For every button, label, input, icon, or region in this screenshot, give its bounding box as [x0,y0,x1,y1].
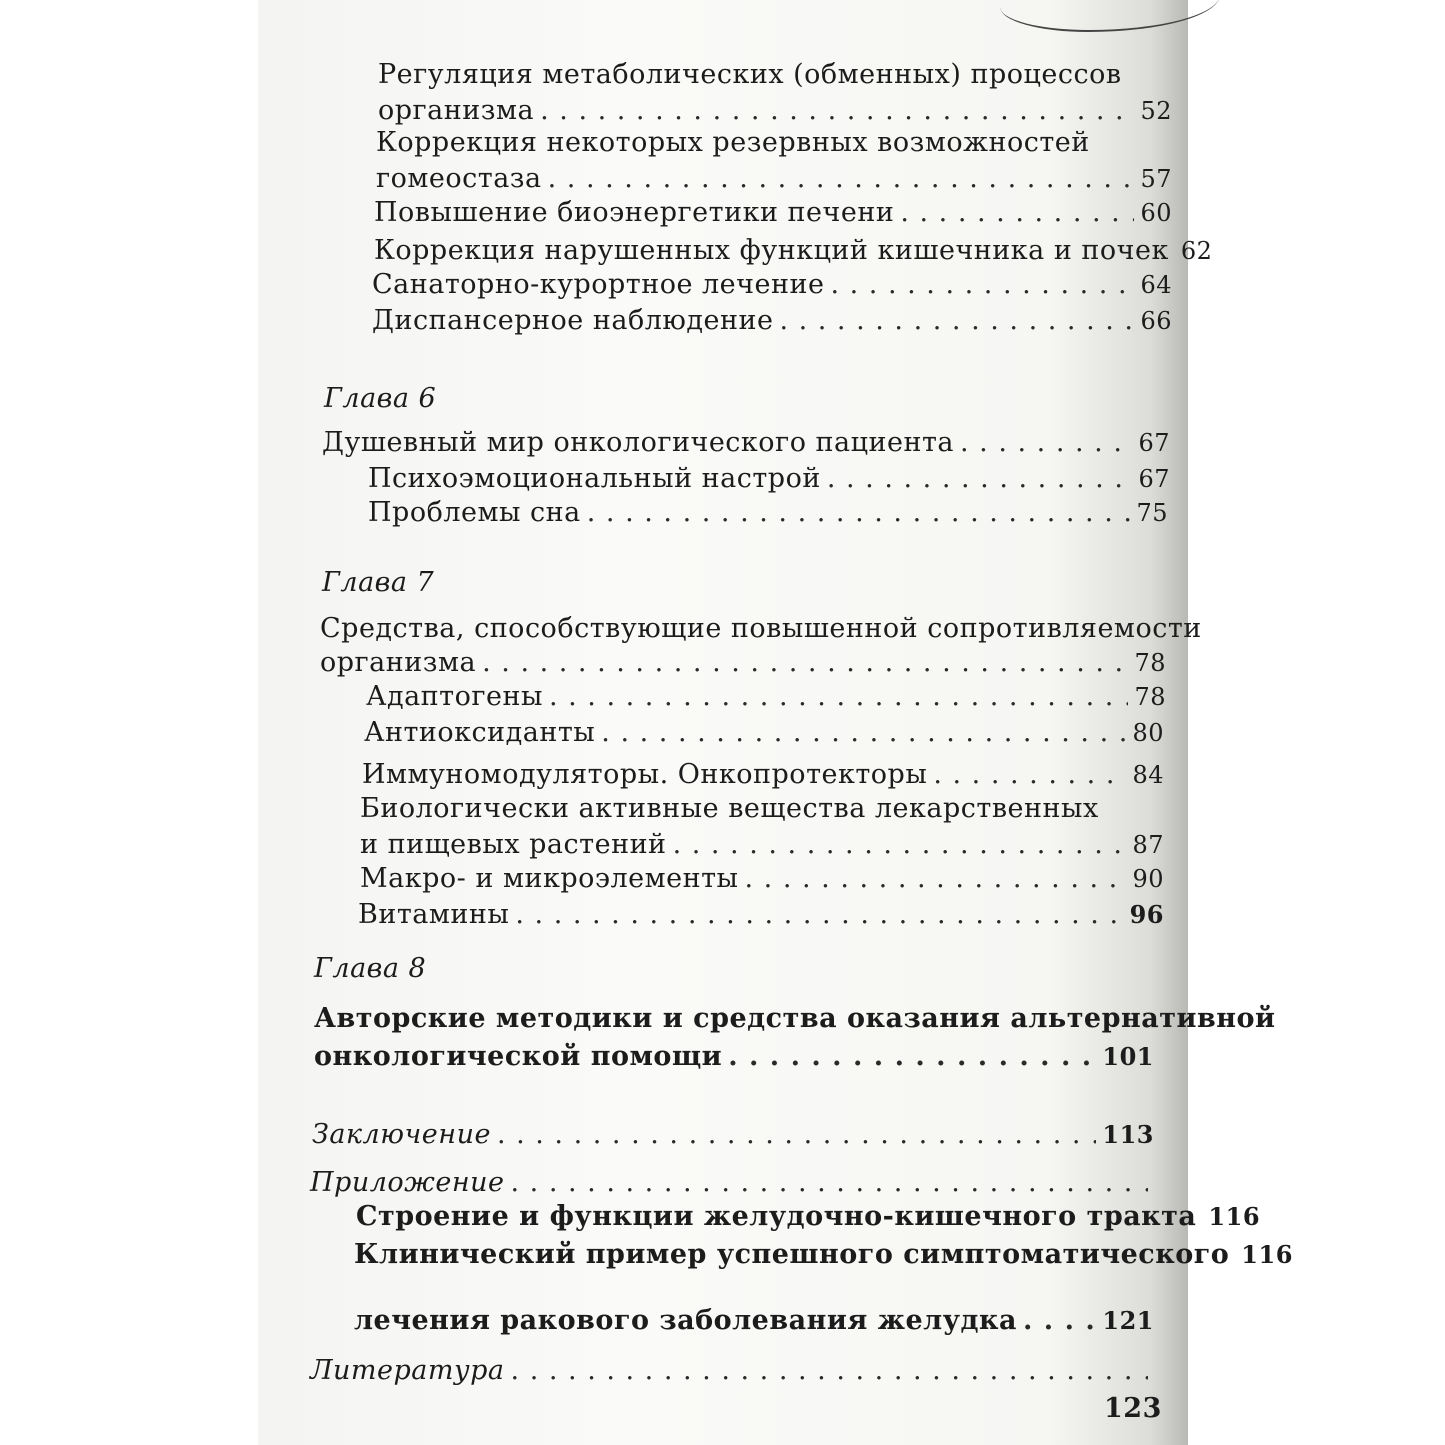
toc-entry-text: Повышение биоэнергетики печени [374,197,895,228]
toc-page-number: 116 [1208,1202,1261,1231]
toc-entry-text: и пищевых растений [360,829,667,860]
leader-dots [830,268,1134,302]
leader-dots [515,898,1123,932]
toc-line [362,758,1164,792]
toc-line [314,1040,1154,1074]
toc-line [356,1200,1261,1234]
toc-entry-text: Заключение [312,1119,491,1150]
toc-entry-text: Литература [310,1355,505,1386]
toc-line [374,234,1213,268]
toc-line [360,828,1164,862]
toc-line [360,792,1099,826]
toc-page-number: 80 [1132,719,1164,747]
toc-line [360,862,1164,896]
toc-line [372,268,1172,302]
chapter-heading [324,382,436,416]
toc-line [358,898,1164,932]
toc-line [378,58,1122,92]
toc-line [376,162,1172,196]
toc-entry-text: Средства, способствующие повышенной сопротивляемости [320,613,1202,644]
leader-dots [900,196,1134,230]
leader-dots [779,304,1134,338]
leader-dots [482,646,1128,680]
leader-dots [540,94,1134,128]
toc-entry-text: Санаторно-курортное лечение [372,269,825,300]
toc-page-number: 101 [1102,1042,1154,1071]
chapter-label: Глава 7 [322,567,435,598]
leader-dots [745,862,1127,896]
leader-dots [587,496,1131,530]
toc-page-number: 62 [1180,237,1213,265]
toc-line [368,462,1170,496]
toc-page-number: 66 [1140,307,1172,335]
leader-dots [497,1118,1096,1152]
chapter-label: Глава 8 [314,953,427,984]
toc-entry-text: Диспансерное наблюдение [372,305,774,336]
toc-line [366,680,1166,714]
toc-line [320,612,1202,646]
toc-page-number: 78 [1134,683,1166,711]
chapter-heading [322,566,434,600]
toc-page-number: 113 [1102,1120,1154,1149]
toc-entry-text: онкологической помощи [314,1041,723,1072]
leader-dots [511,1166,1149,1200]
toc-line [310,1166,1154,1200]
toc-line [354,1304,1154,1338]
toc-entry-text: Биологически активные вещества лекарственных [360,793,1099,824]
toc-line [376,126,1090,160]
toc-page-number: 64 [1140,271,1172,299]
chapter-label: Глава 6 [324,383,437,414]
toc-entry-text: Адаптогены [366,681,543,712]
toc-line [378,94,1172,128]
toc-page-number: 60 [1140,199,1172,227]
toc-entry-text: гомеостаза [376,163,542,194]
toc-entry-text: Макро- и микроэлементы [360,863,739,894]
toc-line [320,646,1166,680]
leader-dots [548,162,1135,196]
toc-entry-text: Иммуномодуляторы. Онкопротекторы [362,759,928,790]
toc-page-number: 87 [1132,831,1164,859]
toc-page-number: 67 [1138,465,1170,493]
toc-line [354,1238,1293,1272]
toc-entry-text: Душевный мир онкологического пациента [322,427,954,458]
toc-page-number: 84 [1132,761,1164,789]
toc-page-number: 96 [1129,900,1164,929]
toc-page-number: 57 [1140,165,1172,193]
toc-entry-text: Психоэмоциональный настрой [368,463,821,494]
leader-dots [549,680,1128,714]
toc-line [314,1002,1276,1036]
toc-entry-text: Коррекция некоторых резервных возможностей [376,127,1090,158]
toc-page-number: 90 [1132,865,1164,893]
leader-dots [673,828,1127,862]
leader-dots [960,426,1132,460]
toc-entry-text: организма [378,95,535,126]
toc-entry-text: Антиоксиданты [364,717,596,748]
toc-entry-text: Проблемы сна [368,497,581,528]
toc-entry-text: Приложение [310,1167,505,1198]
toc-line [310,1354,1154,1388]
toc-page-number: 121 [1102,1306,1154,1335]
toc-entry-text: организма [320,647,477,678]
leader-dots [728,1040,1096,1074]
leader-dots [933,758,1126,792]
toc-entry-text: Клинический пример успешного симптоматического [354,1239,1230,1270]
leader-dots [601,716,1126,750]
toc-entry-text: Витамины [358,899,510,930]
toc-line [322,426,1170,460]
toc-line [368,496,1168,530]
toc-line [364,716,1164,750]
toc-entry-text: лечения ракового заболевания желудка [354,1305,1017,1336]
leader-dots [827,462,1133,496]
toc-entry-text: Авторские методики и средства оказания альтернативной [314,1003,1276,1034]
toc-line [312,1118,1154,1152]
toc-page-number: 52 [1140,97,1172,125]
toc-page-number: 67 [1138,429,1170,457]
toc-page-number: 116 [1241,1240,1293,1269]
leader-dots [1023,1304,1096,1338]
toc-page-number: 75 [1136,499,1168,527]
toc-line [374,196,1172,230]
toc-entry-text: Коррекция нарушенных функций кишечника и почек [374,235,1169,266]
toc-entry-text: Регуляция метаболических (обменных) процессов [378,59,1122,90]
chapter-heading [314,952,426,986]
leader-dots [511,1354,1148,1388]
toc-entry-text: Строение и функции желудочно-кишечного тракта [356,1201,1197,1232]
toc-page-number: 123 [1104,1393,1162,1424]
toc-line [372,304,1172,338]
toc-page-number: 78 [1134,649,1166,677]
